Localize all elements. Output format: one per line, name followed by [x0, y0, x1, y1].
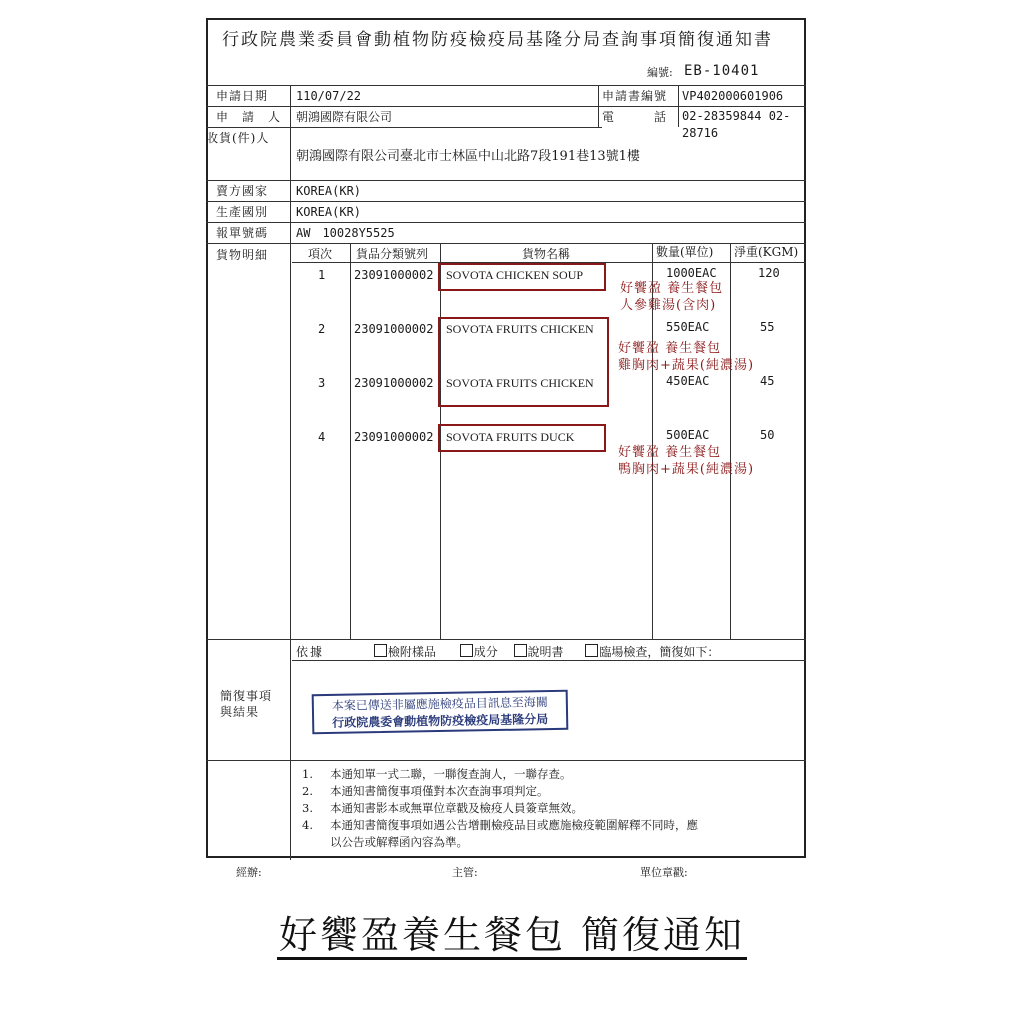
table-row — [318, 268, 325, 282]
basis-label: 依據 — [296, 645, 325, 659]
notes-list — [302, 766, 698, 851]
row-name: SOVOTA CHICKEN SOUP — [446, 268, 584, 282]
seller-country-label: 賣方國家 — [216, 184, 269, 198]
row-weight: 50 — [760, 428, 775, 442]
row-qty: 500EAC — [666, 428, 710, 442]
annotation-items-2-3 — [618, 340, 754, 374]
stamp-line-1: 本案已傳送非屬應施檢疫品目訊息至海關 — [331, 695, 548, 713]
origin-country: KOREA(KR) — [296, 205, 362, 219]
application-no-label: 申請書編號 — [602, 89, 668, 103]
annotation-line-1: 好饗盈 養生餐包 — [618, 341, 722, 356]
col-header-qty: 數量(單位) — [656, 245, 714, 259]
result-label-line-2: 與結果 — [220, 705, 260, 719]
unit-seal: 單位章戳: — [640, 866, 688, 879]
checkbox-icon — [460, 644, 473, 657]
applicant-label: 申 請 人 — [216, 110, 282, 124]
option-ingredients — [460, 645, 498, 659]
basis-row — [296, 644, 719, 659]
phone-label: 電 話 — [602, 110, 668, 124]
doc-number-label: 編號: — [647, 66, 673, 79]
result-section-label — [220, 688, 272, 720]
note-item: 以公告或解釋函內容為準。 — [330, 835, 468, 849]
annotation-line-1: 好饗盈 養生餐包 — [620, 281, 724, 296]
result-label-line-1: 簡復事項 — [220, 689, 273, 703]
col-header-code: 貨品分類號列 — [356, 247, 429, 261]
applicant: 朝鴻國際有限公司 — [296, 110, 393, 124]
checkbox-icon — [585, 644, 598, 657]
note-item: 1. 本通知單一式二聯，一聯復查詢人，一聯存查。 — [302, 767, 572, 781]
row-weight: 55 — [760, 320, 775, 334]
caption-text: 好饗盈養生餐包 簡復通知 — [277, 913, 747, 960]
annotation-line-2: 鴨胸肉+蔬果(純濃湯) — [618, 462, 755, 477]
row-name: SOVOTA FRUITS CHICKEN — [446, 376, 594, 390]
highlight-box-item-1 — [438, 263, 606, 291]
row-qty: 550EAC — [666, 320, 710, 334]
note-item: 4. 本通知書簡復事項如遇公告增刪檢疫品目或應施檢疫範圍解釋不同時，應 — [302, 818, 698, 832]
row-code: 23091000002 — [354, 268, 434, 282]
checkbox-icon — [514, 644, 527, 657]
col-header-weight: 淨重(KGM) — [734, 245, 799, 259]
row-name: SOVOTA FRUITS CHICKEN — [446, 322, 594, 336]
row-no: 2 — [318, 322, 326, 336]
row-no: 3 — [318, 376, 326, 390]
stamp-line-2: 行政院農委會動植物防疫檢疫局基隆分局 — [332, 712, 549, 730]
row-name: SOVOTA FRUITS DUCK — [446, 430, 575, 444]
checkbox-icon — [374, 644, 387, 657]
phone-line-1: 02-28359844 02- — [682, 109, 791, 123]
row-no: 4 — [318, 430, 326, 444]
note-item: 2. 本通知書簡復事項僅對本次查詢事項判定。 — [302, 784, 549, 798]
option-onsite — [585, 645, 719, 659]
option-sample-label: 檢附樣品 — [387, 645, 436, 659]
apply-date: 110/07/22 — [296, 89, 362, 103]
consignee-label: 收貨(件)人 — [206, 131, 270, 145]
highlight-box-items-2-3 — [438, 317, 609, 407]
row-qty: 450EAC — [666, 374, 710, 388]
option-manual — [514, 645, 564, 659]
row-code: 23091000002 — [354, 322, 434, 336]
annotation-item-1 — [620, 280, 723, 314]
annotation-line-1: 好饗盈 養生餐包 — [618, 445, 722, 460]
doc-number: EB-10401 — [684, 63, 760, 79]
official-stamp — [312, 690, 569, 734]
customs-no: AW 10028Y5525 — [296, 226, 395, 240]
bottom-caption — [0, 912, 1024, 958]
row-code: 23091000002 — [354, 376, 434, 390]
col-header-no: 項次 — [308, 247, 333, 261]
row-no: 1 — [318, 268, 326, 282]
table-row — [318, 376, 325, 390]
annotation-item-4 — [618, 444, 754, 478]
option-manual-label: 說明書 — [527, 645, 564, 659]
seller-country: KOREA(KR) — [296, 184, 362, 198]
consignee-address: 朝鴻國際有限公司臺北市士林區中山北路7段191巷13號1樓 — [296, 149, 640, 164]
row-code: 23091000002 — [354, 430, 434, 444]
customs-no-label: 報單號碼 — [216, 226, 269, 240]
supervisor-signature: 主管: — [452, 866, 478, 879]
origin-country-label: 生產國別 — [216, 205, 269, 219]
col-header-name: 貨物名稱 — [522, 247, 571, 261]
phone-line-2: 28716 — [682, 126, 719, 140]
table-row — [318, 430, 325, 444]
handler-signature: 經辦: — [236, 866, 262, 879]
option-sample — [374, 645, 436, 659]
apply-date-label: 申請日期 — [216, 89, 269, 103]
row-qty: 1000EAC — [666, 266, 717, 280]
highlight-box-item-4 — [438, 424, 606, 452]
table-row — [318, 322, 325, 336]
option-ingredients-label: 成分 — [473, 645, 498, 659]
row-weight: 45 — [760, 374, 775, 388]
row-weight: 120 — [758, 266, 780, 280]
goods-detail-label: 貨物明細 — [216, 248, 269, 262]
annotation-line-2: 雞胸肉+蔬果(純濃湯) — [618, 358, 755, 373]
application-no: VP402000601906 — [682, 89, 784, 103]
note-item: 3. 本通知書影本或無單位章戳及檢疫人員簽章無效。 — [302, 801, 583, 815]
document-title: 行政院農業委員會動植物防疫檢疫局基隆分局查詢事項簡復通知書 — [222, 30, 773, 50]
annotation-line-2: 人參雞湯(含肉) — [620, 298, 717, 313]
option-onsite-label: 臨場檢查，簡復如下： — [599, 645, 720, 659]
